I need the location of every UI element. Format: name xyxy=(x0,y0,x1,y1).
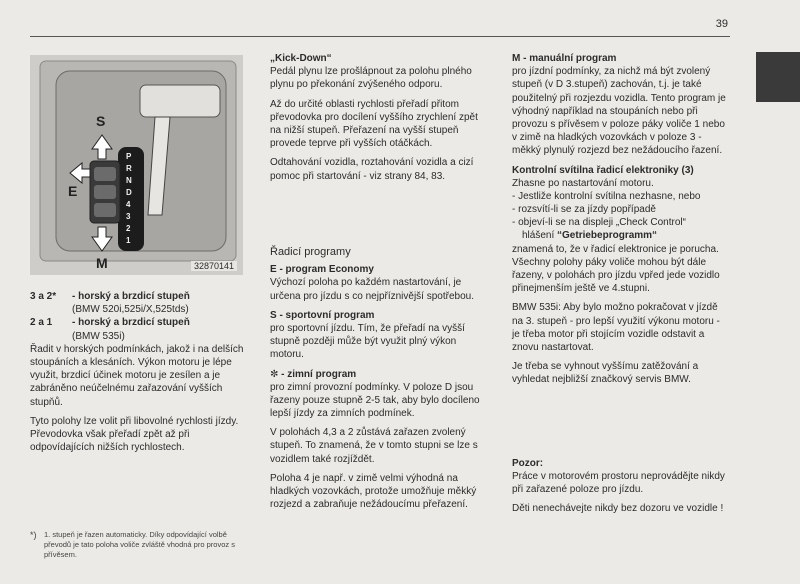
item-sub: (BMW 520i,525i/X,525tds) xyxy=(72,304,189,316)
heading-note: Pozor: xyxy=(512,457,544,469)
gear-selector-illustration xyxy=(30,55,243,275)
item-key: 2 a 1 xyxy=(30,317,53,329)
item-title: - horský a brzdicí stupeň xyxy=(72,291,190,302)
gate-n: N xyxy=(126,176,132,185)
item-2a1 xyxy=(30,316,245,329)
paragraph: Poloha 4 je např. v zimě velmi výhodná na hladkých vozovkách, protože umožňuje měkký rozjezd a zabraňuje nežádoucímu přeřazení. xyxy=(270,472,477,511)
left-column xyxy=(30,290,245,460)
gate-4: 4 xyxy=(126,200,131,209)
list-item: - objeví-li se na displeji „Check Control“ xyxy=(512,216,730,229)
list-item: - Jestliže kontrolní svítilna nezhasne, nebo xyxy=(512,190,730,203)
paragraph: Je třeba se vyhnout vyššímu zatěžování a vyhledat nejbližší značkový servis BMW. xyxy=(512,361,699,386)
header-rule xyxy=(30,36,730,37)
heading-lamp: Kontrolní svítilna řadicí elektroniky (3) xyxy=(512,164,694,176)
figure-id: 32870141 xyxy=(191,261,237,271)
gate-1: 1 xyxy=(126,236,131,245)
paragraph: znamená to, že v řadicí elektronice je porucha. xyxy=(512,243,719,255)
paragraph: pro jízdní podmínky, za nichž má být zvolený stupeň (v D 3.stupeň) zachován, t.j. je také použitelný při rozjezdu vozidla. Tento program je výhodný například na stoupáních nebo při provozu s přívěsem v poloze páky voliče 1 nebo v zimě na hladkých vozovkách v poloze 3 - měkký plynulý rozjezd bez nežádoucího řazení. xyxy=(512,66,726,157)
paragraph: Řadit v horských podmínkách, jakož i na delších stoupáních a klesáních. Výkon motoru je lépe využit, brzdicí účinek motoru je zesílen a je zabráněno neúčelnému zařazování vyšších stupňů. xyxy=(30,343,244,408)
gate-letters xyxy=(126,151,132,247)
gate-d: D xyxy=(126,188,132,197)
hlaseni-prefix: hlášení xyxy=(522,230,555,242)
label-m: M xyxy=(96,255,108,271)
item-key: 3 a 2* xyxy=(30,291,57,302)
paragraph: Pedál plynu lze prošlápnout za polohu plného plynu po překonání zvýšeného odporu. xyxy=(270,66,472,91)
heading-sport: S - sportovní program xyxy=(270,309,375,321)
heading-programs: Řadicí programy xyxy=(270,245,351,258)
paragraph: V polohách 4,3 a 2 zůstává zařazen zvolený stupeň. To znamená, že v tomto stupni se lze s vozidlem také rozjíždět. xyxy=(270,427,478,465)
hlaseni-line xyxy=(512,229,730,242)
paragraph: Práce v motorovém prostoru neprovádějte nikdy při zařazené poloze pro jízdu. xyxy=(512,470,725,495)
footnote-mark: *) xyxy=(30,530,37,540)
middle-column xyxy=(270,52,485,517)
right-column xyxy=(512,52,730,521)
footnote-text: 1. stupeň je řazen automaticky. Díky odpovídající volbě převodů je tato poloha voliče zvláště vhodná pro provoz s přívěsem. xyxy=(44,530,235,559)
paragraph: Odtahování vozidla, roztahování vozidla a cizí pomoc při startování - viz strany 84, 83. xyxy=(270,157,474,182)
paragraph: Děti nenechávejte nikdy bez dozoru ve vozidle ! xyxy=(512,503,724,515)
footnote xyxy=(30,530,245,559)
paragraph: BMW 535i: Aby bylo možno pokračovat v jízdě na 3. stupeň - pro lepší využití výkonu motoru - je třeba motor při stojícím vozidle odstavit a znovu nastartovat. xyxy=(512,302,720,353)
gear-selector-figure xyxy=(30,55,243,275)
paragraph: Zhasne po nastartování motoru. xyxy=(512,177,654,189)
section-tab xyxy=(756,52,800,102)
item-sub: (BMW 535i) xyxy=(72,330,125,342)
heading-economy: E - program Economy xyxy=(270,264,374,276)
gate-3: 3 xyxy=(126,212,131,221)
label-s: S xyxy=(96,113,106,129)
label-e: E xyxy=(68,183,78,199)
paragraph: pro zimní provozní podmínky. V poloze D jsou řazeny pouze stupně 2-5 tak, aby bylo docíleno lepší jízdy za zimních podmínek. xyxy=(270,381,480,420)
page-number: 39 xyxy=(715,18,728,30)
heading-winter: ✼ - zimní program xyxy=(270,368,357,380)
paragraph: pro sportovní jízdu. Tím, že přeřadí na vyšší stupně později může být využit plný výkon motoru. xyxy=(270,322,465,361)
paragraph: Tyto polohy lze volit při libovolné rychlosti jízdy. Převodovka však přeřadí zpět až při odpovídajících nižších rychlostech. xyxy=(30,415,239,454)
list-item: - rozsvítí-li se za jízdy popřípadě xyxy=(512,203,730,216)
gate-p: P xyxy=(126,152,132,161)
gate-2: 2 xyxy=(126,224,131,233)
item-3a2 xyxy=(30,290,245,303)
heading-manual: M - manuální program xyxy=(512,53,617,64)
heading-kickdown: „Kick-Down“ xyxy=(270,53,332,64)
item-title: - horský a brzdicí stupeň xyxy=(72,317,190,329)
hlaseni-message: “Getriebeprogramm“ xyxy=(557,230,658,242)
paragraph: Všechny polohy páky voliče mohou být dále řazeny, v polohách pro jízdu vpřed jede vozidlo přinejmenším ještě ve 4.stupni. xyxy=(512,256,720,295)
gate-r: R xyxy=(126,164,132,173)
paragraph: Až do určité oblasti rychlosti přeřadí přitom převodovka pro docílení vyššího zrychlení zpět na nižší stupeň. Přeřazení na vyšší stupeň provede teprve při vyšších otáčkách. xyxy=(270,98,478,150)
lamp-list xyxy=(512,190,730,230)
paragraph: Výchozí poloha po každém nastartování, je určena pro jízdu s co nejpříznivější spotřebou. xyxy=(270,277,474,302)
